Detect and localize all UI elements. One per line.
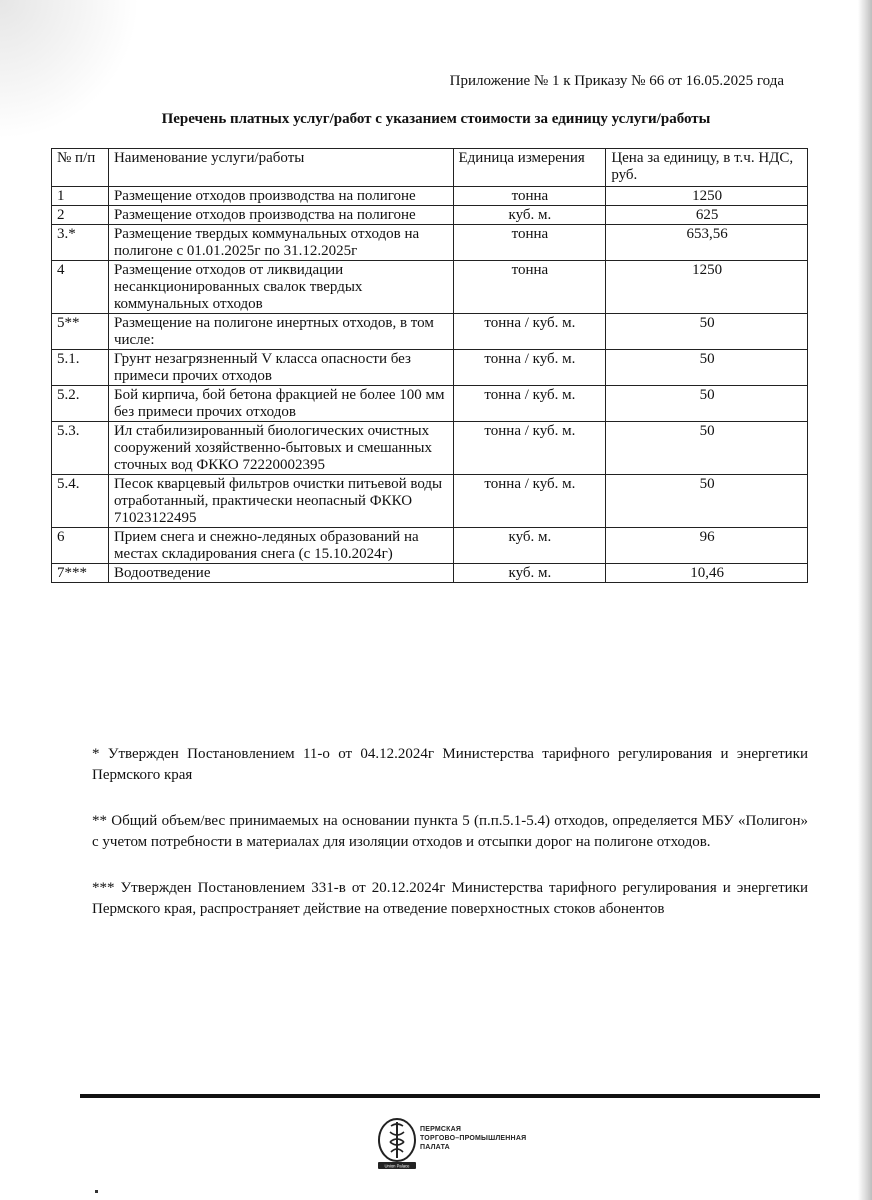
table-row bbox=[52, 261, 808, 314]
row-price: 50 bbox=[606, 314, 808, 350]
row-name: Размещение твердых коммунальных отходов на полигоне с 01.01.2025г по 31.12.2025г bbox=[108, 225, 453, 261]
logo-line-1: ПЕРМСКАЯ bbox=[420, 1126, 462, 1133]
table-row bbox=[52, 206, 808, 225]
logo-text bbox=[420, 1125, 550, 1152]
row-num: 4 bbox=[52, 261, 109, 314]
footnote-3: *** Утвержден Постановлением 331-в от 20.12.2024г Министерства тарифного регулирования и энергетики Пермского края, распространяет действие на отведение поверхностных стоков абонентов bbox=[92, 880, 808, 917]
row-unit: куб. м. bbox=[453, 528, 606, 564]
row-num: 2 bbox=[52, 206, 109, 225]
row-name: Грунт незагрязненный V класса опасности без примеси прочих отходов bbox=[108, 350, 453, 386]
row-price: 50 bbox=[606, 422, 808, 475]
document-title: Перечень платных услуг/работ с указанием стоимости за единицу услуги/работы bbox=[161, 111, 711, 127]
chamber-logo bbox=[374, 1112, 544, 1174]
header-unit: Единица измерения bbox=[453, 149, 606, 187]
header-name: Наименование услуги/работы bbox=[108, 149, 453, 187]
logo-line-3: ПАЛАТА bbox=[420, 1144, 450, 1151]
services-table bbox=[51, 148, 808, 583]
appendix-reference: Приложение № 1 к Приказу № 66 от 16.05.2025 года bbox=[449, 73, 784, 89]
row-unit: тонна bbox=[453, 225, 606, 261]
row-unit: тонна bbox=[453, 187, 606, 206]
row-name: Бой кирпича, бой бетона фракцией не более 100 мм без примеси прочих отходов bbox=[108, 386, 453, 422]
footnote-1: * Утвержден Постановлением 11-о от 04.12.2024г Министерства тарифного регулирования и энергетики Пермского края bbox=[92, 746, 808, 783]
table-row bbox=[52, 528, 808, 564]
row-price: 50 bbox=[606, 386, 808, 422]
table-row bbox=[52, 386, 808, 422]
table-row bbox=[52, 225, 808, 261]
row-num: 1 bbox=[52, 187, 109, 206]
row-name: Песок кварцевый фильтров очистки питьевой воды отработанный, практически неопасный ФККО 71023122495 bbox=[108, 475, 453, 528]
row-unit: тонна / куб. м. bbox=[453, 386, 606, 422]
row-price: 96 bbox=[606, 528, 808, 564]
row-unit: тонна bbox=[453, 261, 606, 314]
logo-line-2: ТОРГОВО–ПРОМЫШЛЕННАЯ bbox=[420, 1135, 527, 1142]
row-price: 50 bbox=[606, 475, 808, 528]
row-price: 1250 bbox=[606, 261, 808, 314]
row-num: 5.1. bbox=[52, 350, 109, 386]
row-unit: куб. м. bbox=[453, 206, 606, 225]
row-num: 5.4. bbox=[52, 475, 109, 528]
row-num: 6 bbox=[52, 528, 109, 564]
row-num: 3.* bbox=[52, 225, 109, 261]
row-name: Размещение отходов от ликвидации несанкционированных свалок твердых коммунальных отходов bbox=[108, 261, 453, 314]
bottom-divider bbox=[80, 1094, 820, 1098]
row-unit: тонна / куб. м. bbox=[453, 314, 606, 350]
row-num: 5.3. bbox=[52, 422, 109, 475]
row-num: 5.2. bbox=[52, 386, 109, 422]
header-price: Цена за единицу, в т.ч. НДС, руб. bbox=[606, 149, 808, 187]
table-row bbox=[52, 422, 808, 475]
row-name: Ил стабилизированный биологических очистных сооружений хозяйственно-бытовых и смешанных сточных вод ФККО 72220002395 bbox=[108, 422, 453, 475]
logo-ribbon-text: Union Palace bbox=[384, 1163, 410, 1169]
footnote-2: ** Общий объем/вес принимаемых на основании пункта 5 (п.п.5.1-5.4) отходов, определяется МБУ «Полигон» с учетом потребности в материалах для изоляции отходов и отсыпки дорог на полигоне отходов. bbox=[92, 813, 808, 850]
row-num: 5** bbox=[52, 314, 109, 350]
row-name: Размещение на полигоне инертных отходов, в том числе: bbox=[108, 314, 453, 350]
row-price: 653,56 bbox=[606, 225, 808, 261]
row-unit: тонна / куб. м. bbox=[453, 422, 606, 475]
row-name: Водоотведение bbox=[108, 564, 453, 583]
row-name: Размещение отходов производства на полигоне bbox=[108, 187, 453, 206]
table-row bbox=[52, 475, 808, 528]
row-unit: куб. м. bbox=[453, 564, 606, 583]
table-row bbox=[52, 314, 808, 350]
row-name: Прием снега и снежно-ледяных образований на местах складирования снега (с 15.10.2024г) bbox=[108, 528, 453, 564]
row-price: 50 bbox=[606, 350, 808, 386]
caduceus-emblem-icon bbox=[374, 1112, 420, 1174]
table-row bbox=[52, 350, 808, 386]
row-name: Размещение отходов производства на полигоне bbox=[108, 206, 453, 225]
table-row bbox=[52, 187, 808, 206]
row-price: 625 bbox=[606, 206, 808, 225]
row-num: 7*** bbox=[52, 564, 109, 583]
table-row bbox=[52, 564, 808, 583]
footnotes bbox=[92, 744, 808, 945]
table-header-row bbox=[52, 149, 808, 187]
scan-mark bbox=[95, 1190, 98, 1193]
page-edge-shadow bbox=[858, 0, 872, 1200]
header-num: № п/п bbox=[52, 149, 109, 187]
row-price: 10,46 bbox=[606, 564, 808, 583]
row-price: 1250 bbox=[606, 187, 808, 206]
row-unit: тонна / куб. м. bbox=[453, 350, 606, 386]
row-unit: тонна / куб. м. bbox=[453, 475, 606, 528]
